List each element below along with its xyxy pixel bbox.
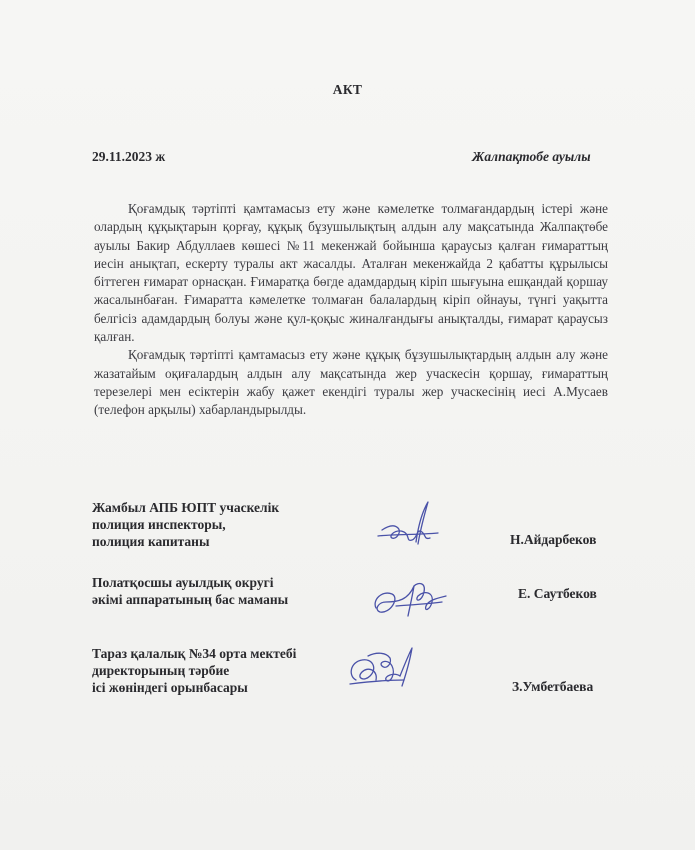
text-line: түнгі уақытта белгісіз адамдардың болуы және қул-қоқыс жиналғандығы bbox=[94, 292, 609, 326]
text-line: мақсатында Жалпақтөбе ауылы Бакир Абдуллаев көшесі №11 мекенжай bbox=[94, 219, 608, 253]
signature-stroke bbox=[368, 653, 400, 681]
signatory-1-name: Н.Айдарбеков bbox=[510, 532, 597, 547]
signatory-2-title bbox=[92, 574, 392, 608]
text-line: туралы жер учаскесінің иесі А.Мусаев (телефон арқылы) хабарландырылды. bbox=[94, 383, 609, 418]
text-line: жасалды. Аталған мекенжайда 2 қабатты құрылысы біттеген ғимарат bbox=[94, 255, 609, 290]
text-line: алдын алу және жазатайым оқиғалардың алдын алу мақсатында жер bbox=[94, 347, 609, 381]
signatory-2-name: Е. Саутбеков bbox=[518, 586, 597, 601]
signatory-title-line: әкімі аппаратының бас маманы bbox=[92, 592, 289, 607]
signature-stroke bbox=[382, 526, 430, 541]
signature-stroke bbox=[375, 586, 414, 616]
signatory-title-line: полиция инспекторы, bbox=[92, 517, 226, 532]
text-line: учаскесін қоршау, ғимараттың терезелері мен есіктерін жабу қажет екендігі bbox=[94, 365, 608, 399]
signature-stroke bbox=[351, 660, 376, 680]
document-date: 29.11.2023 ж bbox=[92, 149, 166, 164]
signature-stroke bbox=[414, 584, 446, 610]
text-line: бойынша қараусыз қалған ғимараттың иесін анықтап, ескерту туралы акт bbox=[94, 237, 608, 271]
text-line: орнасқан. Ғимаратқа бөгде адамдардың кіріп шығуына ешқандай қоршау bbox=[192, 274, 609, 290]
document-title: АКТ bbox=[332, 82, 363, 97]
text-line: жасалынбаған. Ғимаратта кәмелетке толмаған балалардың кіріп ойнауы, bbox=[94, 292, 522, 308]
text-line: істері және олардың құқықтарын қорғау, құқық бұзушылықтың алдын алу bbox=[94, 201, 608, 235]
signatory-title-line: полиция капитаны bbox=[92, 534, 210, 549]
text-line: Қоғамдық тәртіпті қамтамасыз ету және құқық бұзушылықтардың bbox=[128, 347, 512, 363]
signature-stroke bbox=[378, 533, 438, 536]
signatory-title-line: Жамбыл АПБ ЮПТ учаскелік bbox=[92, 500, 280, 515]
text-line: Қоғамдық тәртіпті қамтамасыз ету және кәмелетке толмағандардың bbox=[128, 201, 535, 216]
signatory-title-line: ісі жөніндегі орынбасары bbox=[92, 680, 248, 695]
text-line: анықталды, ғимарат қараусыз қалған. bbox=[94, 310, 608, 345]
signatory-title-line: директорының тәрбие bbox=[92, 663, 230, 678]
signature-1 bbox=[376, 498, 446, 550]
signatory-title-line: Тараз қалалық №34 орта мектебі bbox=[92, 646, 297, 661]
signature-stroke bbox=[396, 602, 442, 606]
document-place: Жалпақтобе ауылы bbox=[472, 149, 591, 164]
signature-2 bbox=[368, 572, 450, 622]
signature-stroke bbox=[350, 680, 404, 684]
act-body bbox=[94, 200, 608, 420]
signatory-1-title bbox=[92, 499, 392, 550]
signatory-3-name: З.Умбетбаева bbox=[512, 679, 594, 694]
act-paragraph-1 bbox=[94, 200, 608, 346]
act-paragraph-2 bbox=[94, 346, 608, 419]
signatory-title-line: Полатқосшы ауылдық округі bbox=[92, 575, 274, 590]
signature-3 bbox=[342, 640, 422, 698]
